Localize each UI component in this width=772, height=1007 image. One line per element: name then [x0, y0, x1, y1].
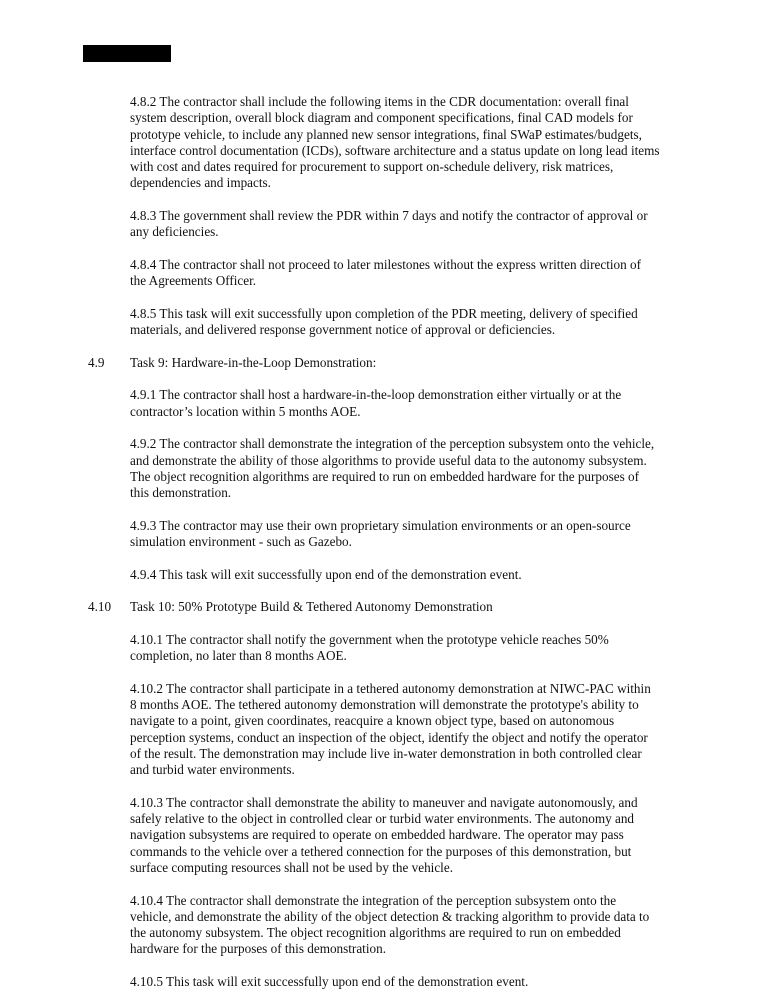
paragraph [130, 94, 698, 192]
paragraph-line: 4.8.3 The government shall review the PDR within 7 days and notify the contractor of approval or [130, 208, 648, 224]
paragraph-line: 4.10.1 The contractor shall notify the government when the prototype vehicle reaches 50% [130, 631, 609, 647]
paragraph-line: surface computing resources shall not be used by the vehicle. [130, 859, 453, 875]
paragraph [130, 893, 698, 958]
paragraph-line: commands to the vehicle over a tethered connection for the purposes of this demonstration, but [130, 843, 632, 859]
paragraph-line: of the result. The demonstration may include live in-water demonstration in both controlled clear [130, 745, 642, 761]
paragraph-line: 4.10.5 This task will exit successfully upon end of the demonstration event. [130, 974, 529, 990]
paragraph-line: navigation subsystems are required to operate on embedded hardware. The operator may pass [130, 827, 624, 843]
paragraph-line: interface control documentation (ICDs), software architecture and a status update on long lead items [130, 142, 660, 158]
paragraph-line: dependencies and impacts. [130, 175, 271, 191]
paragraph-line: 4.10.2 The contractor shall participate in a tethered autonomy demonstration at NIWC-PAC within [130, 680, 651, 696]
paragraph-line: any deficiencies. [130, 224, 219, 240]
paragraph-line: 4.9.2 The contractor shall demonstrate the integration of the perception subsystem onto the vehicle, [130, 436, 655, 452]
document-body [88, 94, 698, 1007]
paragraph [130, 567, 698, 583]
paragraph-line: hardware for the purposes of this demonstration. [130, 941, 386, 957]
paragraph [130, 306, 698, 339]
paragraph-line: prototype vehicle, to include any planned new sensor integrations, final SWaP estimates/budgets, [130, 126, 642, 142]
paragraph-line: navigate to a point, given coordinates, reacquire a known object type, based on autonomous [130, 713, 615, 729]
paragraph-line: the autonomy subsystem. The object recognition algorithms are required to run on embedded [130, 925, 621, 941]
section-title: Task 10: 50% Prototype Build & Tethered Autonomy Demonstration [130, 599, 493, 615]
paragraph [130, 795, 698, 876]
paragraph-line: and demonstrate the ability of those algorithms to provide useful data to the autonomy subsystem. [130, 452, 647, 468]
section-heading [88, 355, 698, 371]
paragraph-line: perception systems, conduct an inspection of the object, identify the object and notify the operator [130, 729, 648, 745]
paragraph-line: vehicle, and demonstrate the ability of the object detection & tracking algorithm to provide data to [130, 908, 650, 924]
paragraph-line: with cost and dates required for procurement to support on-schedule delivery, risk matrices, [130, 159, 614, 175]
paragraph [130, 632, 698, 665]
paragraph [130, 518, 698, 551]
paragraph-line: this demonstration. [130, 485, 232, 501]
section-number: 4.9 [88, 354, 105, 370]
paragraph-line: system description, overall block diagram and component specifications, final CAD models for [130, 110, 633, 126]
paragraph [130, 974, 698, 990]
paragraph-line: materials, and delivered response government notice of approval or deficiencies. [130, 322, 556, 338]
paragraph [130, 436, 698, 501]
section-title: Task 9: Hardware-in-the-Loop Demonstration: [130, 354, 377, 370]
paragraph-line: contractor’s location within 5 months AOE. [130, 403, 361, 419]
section-heading [88, 599, 698, 615]
paragraph-line: 4.9.1 The contractor shall host a hardware-in-the-loop demonstration either virtually or at the [130, 387, 622, 403]
redaction-box [83, 45, 171, 62]
paragraph-line: 4.9.3 The contractor may use their own proprietary simulation environments or an open-source [130, 517, 631, 533]
paragraph-line: safely relative to the object in controlled clear or turbid water environments. The autonomy and [130, 811, 635, 827]
paragraph [130, 681, 698, 779]
paragraph-line: simulation environment - such as Gazebo. [130, 534, 352, 550]
paragraph-line: 4.8.5 This task will exit successfully upon completion of the PDR meeting, delivery of specified [130, 305, 638, 321]
paragraph-line: 4.8.4 The contractor shall not proceed to later milestones without the express written direction of [130, 256, 641, 272]
paragraph-line: and turbid water environments. [130, 762, 295, 778]
paragraph-line: 4.8.2 The contractor shall include the following items in the CDR documentation: overall final [130, 94, 629, 109]
paragraph-line: completion, no later than 8 months AOE. [130, 648, 347, 664]
paragraph [130, 208, 698, 241]
paragraph-line: 4.10.4 The contractor shall demonstrate the integration of the perception subsystem onto the [130, 892, 617, 908]
section-number: 4.10 [88, 599, 112, 615]
paragraph-line: 4.10.3 The contractor shall demonstrate the ability to maneuver and navigate autonomously, and [130, 794, 638, 810]
paragraph-line: The object recognition algorithms are required to run on embedded hardware for the purposes of [130, 468, 640, 484]
paragraph-line: 4.9.4 This task will exit successfully upon end of the demonstration event. [130, 566, 522, 582]
paragraph-line: 8 months AOE. The tethered autonomy demonstration will demonstrate the prototype's ability to [130, 696, 639, 712]
paragraph [130, 387, 698, 420]
paragraph [130, 257, 698, 290]
paragraph-line: the Agreements Officer. [130, 273, 257, 289]
